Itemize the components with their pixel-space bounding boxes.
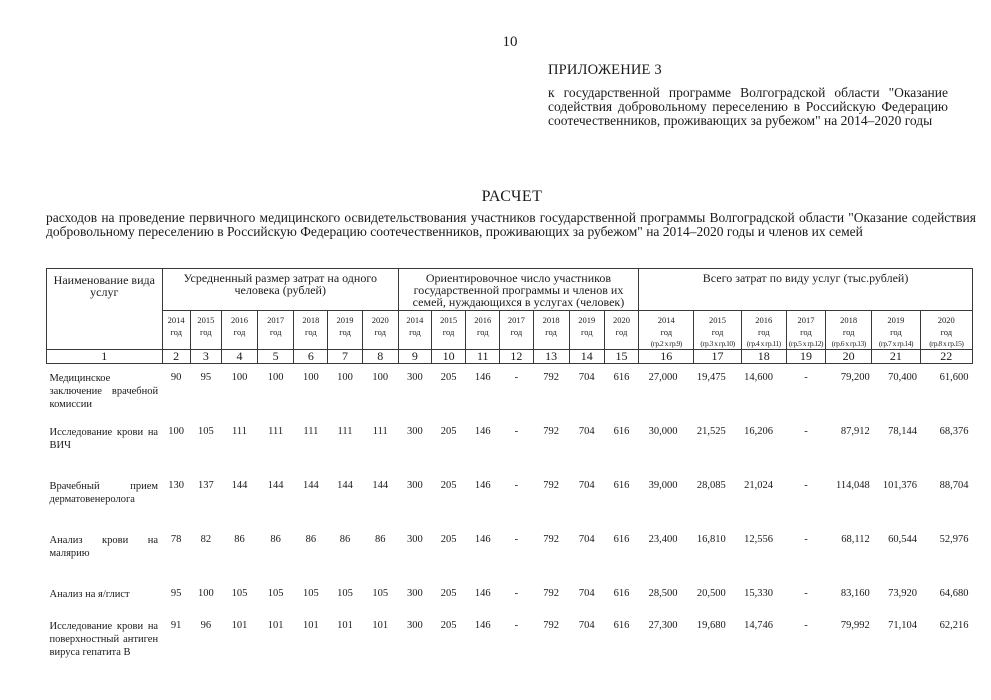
- total-cell: 21,024: [744, 480, 773, 491]
- cost-cell: 111: [231, 426, 247, 437]
- document-title: РАСЧЕТ: [481, 188, 543, 205]
- formula-label: (гр.5 х гр.12): [788, 339, 824, 348]
- total-cell: 39,000: [648, 480, 678, 491]
- column-number: 14: [569, 350, 604, 364]
- cost-cell: 105: [231, 588, 248, 599]
- cost-cell: 111: [268, 426, 284, 437]
- count-cell: 300: [407, 588, 423, 599]
- total-cell: 79,992: [840, 620, 870, 631]
- count-cell: 704: [578, 534, 595, 545]
- total-cell: 114,048: [836, 480, 870, 491]
- cost-cell: 86: [234, 534, 245, 545]
- year-header: 2019 год: [328, 311, 362, 350]
- total-cell: 73,920: [888, 588, 918, 599]
- count-cell: 792: [543, 426, 559, 437]
- count-cell: 792: [543, 534, 559, 545]
- year-header: 2017 год (гр.5 х гр.12): [786, 311, 825, 350]
- count-cell: 792: [543, 620, 559, 631]
- count-cell: -: [514, 372, 519, 383]
- total-cell: 14,600: [744, 372, 773, 383]
- count-cell: 146: [474, 372, 491, 383]
- total-cell: 28,500: [648, 588, 678, 599]
- total-cell: 101,376: [882, 480, 918, 491]
- cost-cell: 144: [267, 480, 284, 491]
- cost-cell: 100: [372, 372, 389, 383]
- cost-cell: 111: [337, 426, 353, 437]
- cost-cell: 95: [200, 372, 212, 383]
- count-cell: 792: [543, 372, 559, 383]
- column-number: 16: [639, 350, 694, 364]
- formula-label: (гр.2 х гр.9): [650, 339, 682, 348]
- total-cell: 83,160: [840, 588, 870, 599]
- count-cell: 704: [578, 620, 595, 631]
- count-cell: 704: [578, 588, 595, 599]
- service-name: Медицинское заключение врачебной комиссии: [49, 373, 159, 410]
- count-cell: -: [514, 620, 519, 631]
- cost-cell: 111: [303, 426, 319, 437]
- table-row: [47, 526, 973, 580]
- cost-cell: 105: [337, 588, 353, 599]
- count-cell: 205: [440, 480, 457, 491]
- column-number: 8: [362, 350, 398, 364]
- formula-label: (гр.8 х гр.15): [929, 339, 964, 348]
- page-number: 10: [502, 34, 518, 50]
- cost-cell: 130: [168, 480, 185, 491]
- count-cell: 146: [474, 534, 491, 545]
- total-cell: 14,746: [744, 620, 773, 631]
- count-cell: 616: [613, 426, 630, 437]
- cost-cell: 95: [170, 588, 182, 599]
- total-cell: 52,976: [939, 534, 969, 545]
- year-header: 2018 год (гр.6 х гр.13): [826, 311, 872, 350]
- count-cell: 300: [407, 534, 423, 545]
- service-name-header: Наименование вида услуг: [47, 269, 163, 350]
- cost-cell: 100: [168, 426, 185, 437]
- cost-cell: 96: [200, 620, 212, 631]
- total-cell: 27,300: [648, 620, 678, 631]
- year-header: 2017 год: [500, 311, 533, 350]
- total-cell: 28,085: [696, 480, 726, 491]
- column-number: 4: [221, 350, 257, 364]
- year-header: 2020 год (гр.8 х гр.15): [920, 311, 972, 350]
- cost-cell: 144: [302, 480, 319, 491]
- cost-cell: 105: [372, 588, 389, 599]
- formula-label: (гр.6 х гр.13): [831, 339, 866, 348]
- cost-cell: 86: [374, 534, 386, 545]
- cost-cell: 86: [305, 534, 317, 545]
- total-cell: 60,544: [888, 534, 918, 545]
- year-header-row: [47, 311, 973, 350]
- count-cell: 704: [578, 372, 595, 383]
- count-cell: 205: [440, 588, 457, 599]
- total-cell: -: [804, 620, 808, 631]
- column-number: 3: [190, 350, 221, 364]
- appendix-title: ПРИЛОЖЕНИЕ 3: [548, 62, 662, 78]
- total-cell: 78,144: [888, 426, 918, 437]
- count-cell: 300: [407, 620, 423, 631]
- count-cell: 205: [440, 372, 457, 383]
- year-header: 2015 год (гр.3 х гр.10): [694, 311, 741, 350]
- count-cell: 704: [578, 426, 595, 437]
- column-number: 10: [431, 350, 465, 364]
- service-name: Анализ на я/глист: [49, 589, 130, 600]
- cost-cell: 101: [337, 620, 353, 631]
- count-cell: 616: [613, 534, 630, 545]
- column-number: 20: [826, 350, 872, 364]
- cost-cell: 144: [337, 480, 353, 491]
- total-cell: 79,200: [840, 372, 870, 383]
- year-header: 2015 год: [431, 311, 465, 350]
- total-cell: 20,500: [696, 588, 726, 599]
- count-cell: 616: [613, 372, 630, 383]
- total-cell: 16,206: [744, 426, 773, 437]
- cost-cell: 105: [302, 588, 319, 599]
- table-row: [47, 612, 973, 666]
- cost-cell: 101: [302, 620, 319, 631]
- count-cell: 205: [440, 534, 457, 545]
- year-header: 2014 год (гр.2 х гр.9): [639, 311, 694, 350]
- total-cell: -: [804, 426, 808, 437]
- cost-cell: 105: [197, 426, 214, 437]
- count-cell: 616: [613, 588, 630, 599]
- column-number: 21: [872, 350, 920, 364]
- total-cell: 68,112: [841, 534, 870, 545]
- total-cell: 88,704: [939, 480, 969, 491]
- total-cell: 15,330: [744, 588, 773, 599]
- cost-cell: 82: [200, 534, 212, 545]
- count-cell: -: [514, 588, 519, 599]
- total-cell: 23,400: [648, 534, 678, 545]
- column-number-row: [47, 350, 973, 364]
- year-header: 2015 год: [190, 311, 221, 350]
- year-header: 2019 год (гр.7 х гр.14): [872, 311, 920, 350]
- count-cell: 616: [613, 480, 630, 491]
- column-number: 2: [162, 350, 190, 364]
- total-cell: -: [804, 372, 808, 383]
- count-cell: 146: [474, 480, 491, 491]
- count-cell: 300: [407, 372, 423, 383]
- cost-cell: 86: [339, 534, 351, 545]
- participant-count-header: Ориентировочное число участников государственной программы и членов их семей, нуждающихся в услугах (человек): [398, 269, 638, 311]
- document-subtitle: расходов на проведение первичного медицинского освидетельствования участников государственной программы Волгоградской области "Оказание содействия добровольному переселению в Российскую Федерацию соотечественников, проживающих за рубежом" на 2014–2020 годы и членов их семей: [46, 210, 976, 239]
- formula-label: (гр.7 х гр.14): [878, 339, 913, 348]
- total-cell: -: [804, 534, 808, 545]
- cost-cell: 137: [197, 480, 214, 491]
- service-name: Исследование крови на поверхностный антиген вируса гепатита В: [49, 621, 159, 658]
- column-number: 1: [47, 350, 163, 364]
- year-header: 2014 год: [162, 311, 190, 350]
- cost-cell: 100: [302, 372, 319, 383]
- column-number: 7: [328, 350, 362, 364]
- service-name: Анализ крови на малярию: [49, 535, 159, 559]
- service-name: Исследование крови на ВИЧ: [49, 427, 159, 451]
- cost-cell: 101: [231, 620, 248, 631]
- count-cell: 792: [543, 588, 559, 599]
- avg-cost-header: Усредненный размер затрат на одного человека (рублей): [162, 269, 398, 311]
- column-number: 18: [741, 350, 786, 364]
- count-cell: 616: [613, 620, 630, 631]
- count-cell: -: [514, 426, 519, 437]
- table-row: [47, 364, 973, 419]
- total-cell: -: [804, 588, 808, 599]
- year-header: 2019 год: [569, 311, 604, 350]
- cost-cell: 100: [267, 372, 284, 383]
- column-number: 9: [398, 350, 431, 364]
- total-cell: 21,525: [696, 426, 726, 437]
- total-cell: 87,912: [840, 426, 870, 437]
- year-header: 2017 год: [258, 311, 294, 350]
- table-row: [47, 580, 973, 612]
- column-number: 11: [466, 350, 500, 364]
- count-cell: 146: [474, 620, 491, 631]
- total-cell: -: [804, 480, 808, 491]
- cost-cell: 144: [231, 480, 248, 491]
- cost-cell: 105: [267, 588, 284, 599]
- year-header: 2016 год: [221, 311, 257, 350]
- cost-cell: 100: [337, 372, 353, 383]
- year-header: 2016 год (гр.4 х гр.11): [741, 311, 786, 350]
- total-cell: 30,000: [648, 426, 678, 437]
- table-body: [47, 364, 973, 667]
- total-cell: 70,400: [888, 372, 918, 383]
- total-cell: 19,680: [696, 620, 726, 631]
- total-cell: 64,680: [939, 588, 969, 599]
- column-number: 19: [786, 350, 825, 364]
- count-cell: 146: [474, 588, 491, 599]
- total-cell: 61,600: [939, 372, 969, 383]
- table-row: [47, 418, 973, 472]
- count-cell: -: [514, 534, 519, 545]
- appendix-text: к государственной программе Волгоградской области "Оказание содействия добровольному переселению в Российскую Федерацию соотечественников, проживающих за рубежом" на 2014–2020 годы: [548, 85, 948, 128]
- year-header: 2014 год: [398, 311, 431, 350]
- year-header: 2020 год: [604, 311, 638, 350]
- cost-cell: 101: [372, 620, 389, 631]
- total-cell: 71,104: [888, 620, 918, 631]
- cost-cell: 144: [372, 480, 389, 491]
- total-cell: 12,556: [744, 534, 773, 545]
- count-cell: 205: [440, 426, 457, 437]
- formula-label: (гр.4 х гр.11): [746, 339, 781, 348]
- cost-cell: 78: [170, 534, 182, 545]
- calculation-table: [46, 268, 973, 666]
- service-name: Врачебный прием дерматовенеролога: [49, 481, 159, 505]
- cost-cell: 100: [231, 372, 248, 383]
- total-cell: 62,216: [939, 620, 969, 631]
- table-row: [47, 472, 973, 526]
- count-cell: -: [514, 480, 519, 491]
- year-header: 2018 год: [294, 311, 328, 350]
- count-cell: 704: [578, 480, 595, 491]
- column-number: 12: [500, 350, 533, 364]
- column-number: 22: [920, 350, 972, 364]
- formula-label: (гр.3 х гр.10): [700, 339, 735, 348]
- year-header: 2018 год: [533, 311, 569, 350]
- cost-cell: 91: [170, 620, 182, 631]
- year-header: 2016 год: [466, 311, 500, 350]
- column-number: 6: [294, 350, 328, 364]
- count-cell: 205: [440, 620, 457, 631]
- total-cell: 68,376: [939, 426, 969, 437]
- cost-cell: 101: [267, 620, 284, 631]
- column-number: 5: [258, 350, 294, 364]
- count-cell: 300: [407, 480, 423, 491]
- total-cell: 16,810: [696, 534, 726, 545]
- column-number: 17: [694, 350, 741, 364]
- column-number: 15: [604, 350, 638, 364]
- column-number: 13: [533, 350, 569, 364]
- count-cell: 146: [474, 426, 491, 437]
- total-cell: 19,475: [696, 372, 726, 383]
- cost-cell: 100: [197, 588, 214, 599]
- cost-cell: 111: [372, 426, 388, 437]
- total-cell: 27,000: [648, 372, 678, 383]
- total-cost-header: Всего затрат по виду услуг (тыс.рублей): [639, 269, 973, 311]
- cost-cell: 90: [170, 372, 182, 383]
- count-cell: 300: [407, 426, 423, 437]
- count-cell: 792: [543, 480, 559, 491]
- year-header: 2020 год: [362, 311, 398, 350]
- cost-cell: 86: [270, 534, 281, 545]
